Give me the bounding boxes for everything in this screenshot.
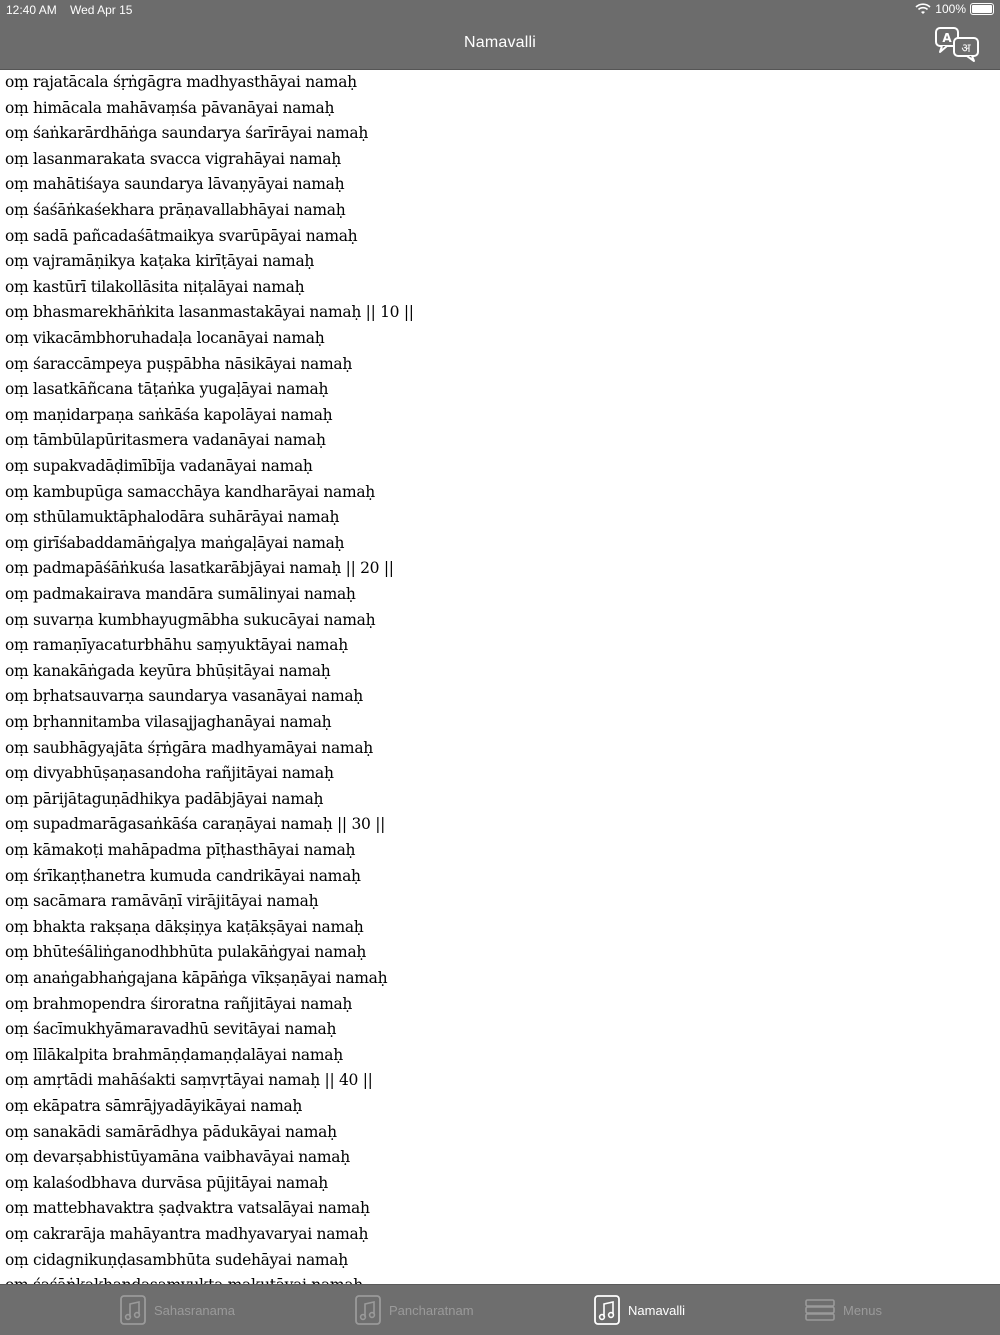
namavalli-line: oṃ divyabhūṣaṇasandoha rañjitāyai namaḥ (5, 764, 334, 783)
namavalli-line: oṃ śaśāṅkaśekhara prāṇavallabhāyai namaḥ (5, 201, 346, 219)
namavalli-line: oṃ śaṅkarārdhāṅga saundarya śarīrāyai namaḥ (5, 124, 369, 143)
namavalli-line: oṃ līlākalpita brahmāṇḍamaṇḍalāyai namaḥ (5, 1045, 343, 1064)
namavalli-line: oṃ cidagnikuṇḍasambhūta sudehāyai namaḥ (5, 1250, 348, 1269)
namavalli-line: oṃ bhūteśāliṅganodhbhūta pulakāṅgyai namaḥ (5, 943, 367, 962)
namavalli-line: oṃ lasanmarakata svacca vigrahāyai namaḥ (5, 149, 341, 168)
music-note-icon (120, 1295, 146, 1325)
namavalli-line: oṃ sanakādi samārādhya pādukāyai namaḥ (5, 1122, 337, 1141)
namavalli-line: oṃ saubhāgyajāta śṛṅgāra madhyamāyai namaḥ (5, 738, 373, 757)
namavalli-line: oṃ ramaṇīyacaturbhāhu saṃyuktāyai namaḥ (5, 636, 348, 655)
namavalli-line: oṃ tāmbūlapūritasmera vadanāyai namaḥ (5, 431, 326, 450)
namavalli-line: oṃ bṛhatsauvarṇa saundarya vasanāyai namaḥ (5, 687, 363, 706)
tab-pancharatnam[interactable] (355, 1285, 474, 1335)
namavalli-line: oṃ mahātiśaya saundarya lāvaṇyāyai namaḥ (5, 175, 345, 194)
namavalli-line: oṃ suvarṇa kumbhayugmābha sukucāyai namaḥ (5, 610, 376, 629)
namavalli-line: oṃ pārijātaguṇādhikya padābjāyai namaḥ (5, 789, 324, 808)
tab-bar (0, 1284, 1000, 1335)
page-title: Namavalli (463, 34, 537, 51)
status-bar (0, 0, 1000, 20)
namavalli-line: oṃ bṛhannitamba vilasajjaghanāyai namaḥ (5, 713, 332, 731)
namavalli-line: oṃ śacīmukhyāmaravadhū sevitāyai namaḥ (5, 1020, 337, 1039)
namavalli-line: oṃ rajatācala śṛṅgāgra madhyasthāyai namaḥ (5, 73, 357, 91)
translate-icon[interactable] (934, 26, 982, 62)
tab-namavalli[interactable] (594, 1285, 685, 1335)
namavalli-list[interactable] (0, 70, 1000, 1284)
namavalli-line: oṃ amṛtādi mahāśakti saṃvṛtāyai namaḥ || 40 || (5, 1071, 373, 1090)
navigation-bar (0, 20, 1000, 70)
wifi-icon (915, 3, 931, 15)
tab-label: Sahasranama (154, 1302, 235, 1318)
namavalli-line: oṃ maṇidarpaṇa saṅkāśa kapolāyai namaḥ (5, 405, 333, 424)
namavalli-line: oṃ supakvadāḍimībīja vadanāyai namaḥ (5, 457, 313, 475)
namavalli-line: oṃ supadmarāgasaṅkāśa caraṇāyai namaḥ || 30 || (5, 815, 386, 834)
menu-list-icon (805, 1298, 835, 1322)
namavalli-line: oṃ sthūlamuktāphalodāra suhārāyai namaḥ (5, 508, 340, 527)
namavalli-line: oṃ śrīkaṇṭhanetra kumuda candrikāyai namaḥ (5, 866, 361, 885)
status-right (915, 2, 994, 16)
namavalli-line: oṃ śaraccāmpeya puṣpābha nāsikāyai namaḥ (5, 354, 353, 373)
status-time: 12:40 AM (6, 3, 57, 17)
namavalli-line: oṃ brahmopendra śiroratna rañjitāyai namaḥ (5, 994, 353, 1013)
namavalli-line: oṃ anaṅgabhaṅgajana kāpāṅga vīkṣaṇāyai namaḥ (5, 969, 388, 987)
namavalli-line: oṃ kanakāṅgada keyūra bhūṣitāyai namaḥ (5, 661, 331, 680)
namavalli-line: oṃ girīśabaddamāṅgaḷya maṅgaḷāyai namaḥ (5, 533, 345, 552)
namavalli-line: oṃ sadā pañcadaśātmaikya svarūpāyai namaḥ (5, 226, 358, 245)
namavalli-line: oṃ ekāpatra sāmrājyadāyikāyai namaḥ (5, 1097, 303, 1115)
namavalli-line: oṃ bhasmarekhāṅkita lasanmastakāyai namaḥ || 10 || (5, 303, 414, 322)
tab-sahasranama[interactable] (120, 1285, 235, 1335)
namavalli-line: oṃ bhakta rakṣaṇa dākṣiṇya kaṭākṣāyai namaḥ (5, 917, 364, 936)
tab-label: Namavalli (628, 1302, 686, 1318)
music-note-icon (594, 1295, 620, 1325)
namavalli-line: oṃ sacāmara ramāvāṇī virājitāyai namaḥ (5, 892, 319, 911)
namavalli-line: oṃ padmapāśāṅkuśa lasatkarābjāyai namaḥ || 20 || (5, 559, 394, 578)
music-note-icon (355, 1295, 381, 1325)
namavalli-line: oṃ himācala mahāvaṃśa pāvanāyai namaḥ (5, 98, 335, 117)
namavalli-line: oṃ vikacāmbhoruhadaḷa locanāyai namaḥ (5, 329, 325, 347)
tab-label: Pancharatnam (389, 1302, 474, 1318)
namavalli-line: oṃ kambupūga samacchāya kandharāyai namaḥ (5, 482, 375, 501)
status-date: Wed Apr 15 (70, 3, 133, 17)
namavalli-line: oṃ mattebhavaktra ṣaḍvaktra vatsalāyai namaḥ (5, 1199, 370, 1218)
tab-label: Menus (843, 1302, 883, 1318)
svg-text:अ: अ (961, 41, 971, 55)
tab-menus[interactable] (805, 1285, 882, 1335)
namavalli-line: oṃ kalaśodbhava durvāsa pūjitāyai namaḥ (5, 1173, 328, 1192)
namavalli-line: oṃ kastūrī tilakollāsita niṭalāyai namaḥ (5, 277, 305, 296)
namavalli-line: oṃ kāmakoṭi mahāpadma pīṭhasthāyai namaḥ (5, 841, 356, 859)
battery-icon (970, 3, 994, 15)
namavalli-line: oṃ cakrarāja mahāyantra madhyavaryai namaḥ (5, 1225, 369, 1243)
namavalli-line: oṃ vajramāṇikya kaṭaka kirīṭāyai namaḥ (5, 252, 315, 271)
svg-text:A: A (942, 31, 952, 45)
battery-percent: 100% (935, 2, 966, 16)
namavalli-line: oṃ padmakairava mandāra sumālinyai namaḥ (5, 585, 356, 603)
namavalli-line: oṃ devarṣabhistūyamāna vaibhavāyai namaḥ (5, 1148, 350, 1167)
namavalli-line: oṃ lasatkāñcana tāṭaṅka yugaḷāyai namaḥ (5, 380, 329, 399)
